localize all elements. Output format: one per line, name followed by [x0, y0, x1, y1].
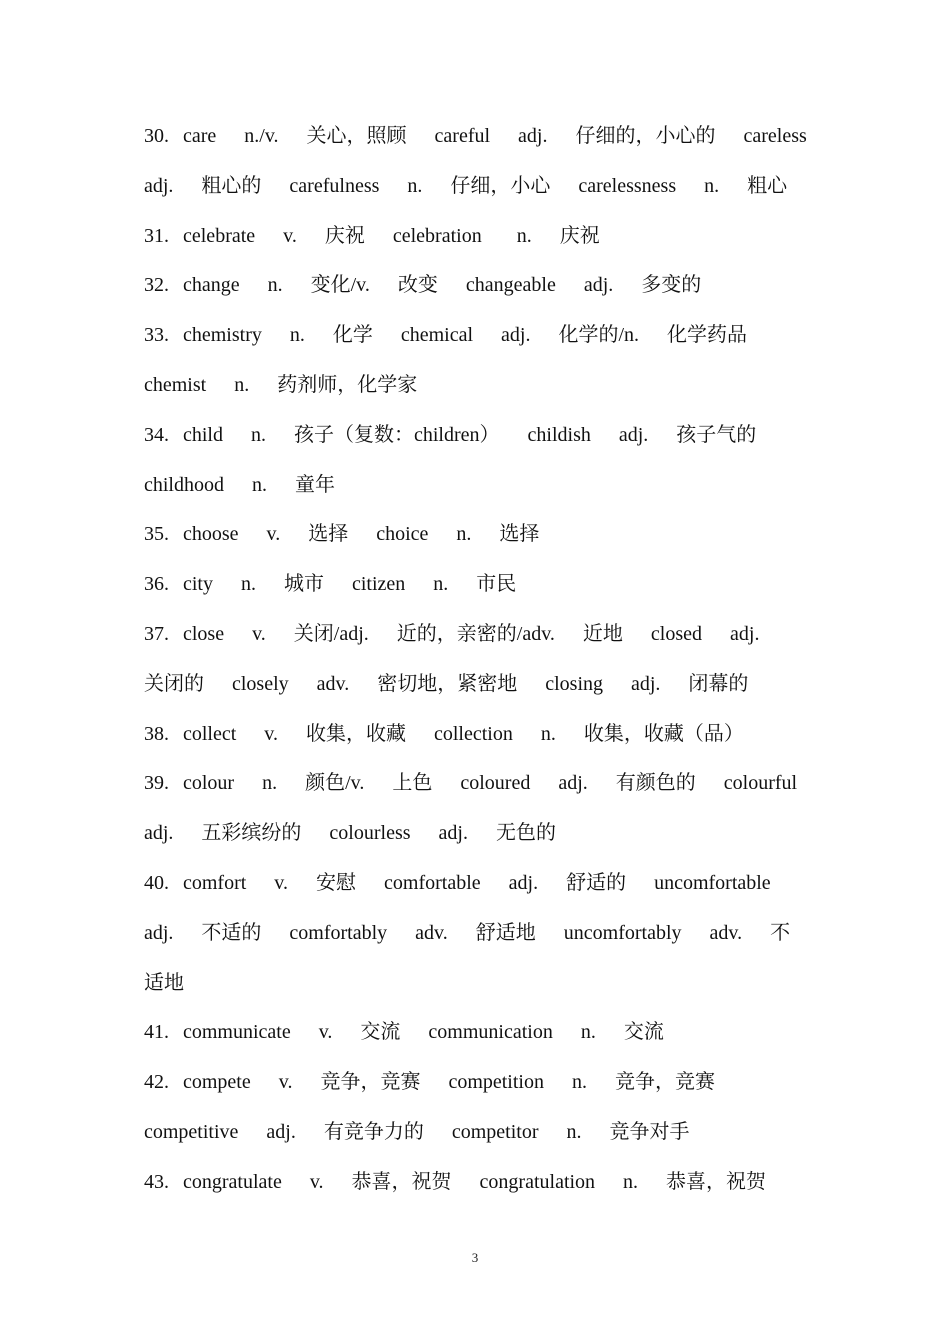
vocab-line: 关闭的 closely adv. 密切地，紧密地 closing adj. 闭幕的: [144, 672, 749, 695]
vocab-line: 31. celebrate v. 庆祝 celebration n. 庆祝: [144, 224, 600, 247]
vocab-line: chemist n. 药剂师，化学家: [144, 373, 418, 396]
vocab-line: 35. choose v. 选择 choice n. 选择: [144, 523, 540, 546]
vocab-line: 适地: [144, 971, 184, 994]
vocab-line: 43. congratulate v. 恭喜，祝贺 congratulation n. 恭喜，祝贺: [144, 1170, 767, 1193]
vocab-line: competitive adj. 有竞争力的 competitor n. 竞争对手: [144, 1120, 690, 1143]
vocab-line: adj. 不适的 comfortably adv. 舒适地 uncomfortably adv. 不: [144, 921, 791, 944]
vocab-line: 33. chemistry n. 化学 chemical adj. 化学的/n. 化学药品: [144, 324, 748, 347]
vocab-line: adj. 粗心的 carefulness n. 仔细，小心 carelessness n. 粗心: [144, 174, 788, 197]
vocab-line: 38. collect v. 收集，收藏 collection n. 收集，收藏（品）: [144, 722, 744, 745]
vocab-line: 36. city n. 城市 citizen n. 市民: [144, 573, 517, 596]
vocab-line: 41. communicate v. 交流 communication n. 交流: [144, 1021, 664, 1044]
vocab-line: 34. child n. 孩子（复数：children） childish adj. 孩子气的: [144, 423, 757, 446]
vocab-line: 37. close v. 关闭/adj. 近的，亲密的/adv. 近地 closed adj.: [144, 622, 760, 645]
vocab-line: adj. 五彩缤纷的 colourless adj. 无色的: [144, 822, 556, 845]
vocab-line: childhood n. 童年: [144, 473, 335, 496]
vocab-line: 42. compete v. 竞争，竞赛 competition n. 竞争，竞赛: [144, 1071, 715, 1094]
vocabulary-list: [144, 116, 814, 1212]
page-number: 3: [471, 1250, 479, 1265]
vocab-line: 40. comfort v. 安慰 comfortable adj. 舒适的 uncomfortable: [144, 871, 771, 894]
vocab-line: 32. change n. 变化/v. 改变 changeable adj. 多变的: [144, 274, 702, 297]
vocab-line: 30. care n./v. 关心，照顾 careful adj. 仔细的，小心的 careless: [144, 125, 807, 147]
vocab-line: 39. colour n. 颜色/v. 上色 coloured adj. 有颜色的 colourful: [144, 772, 798, 795]
